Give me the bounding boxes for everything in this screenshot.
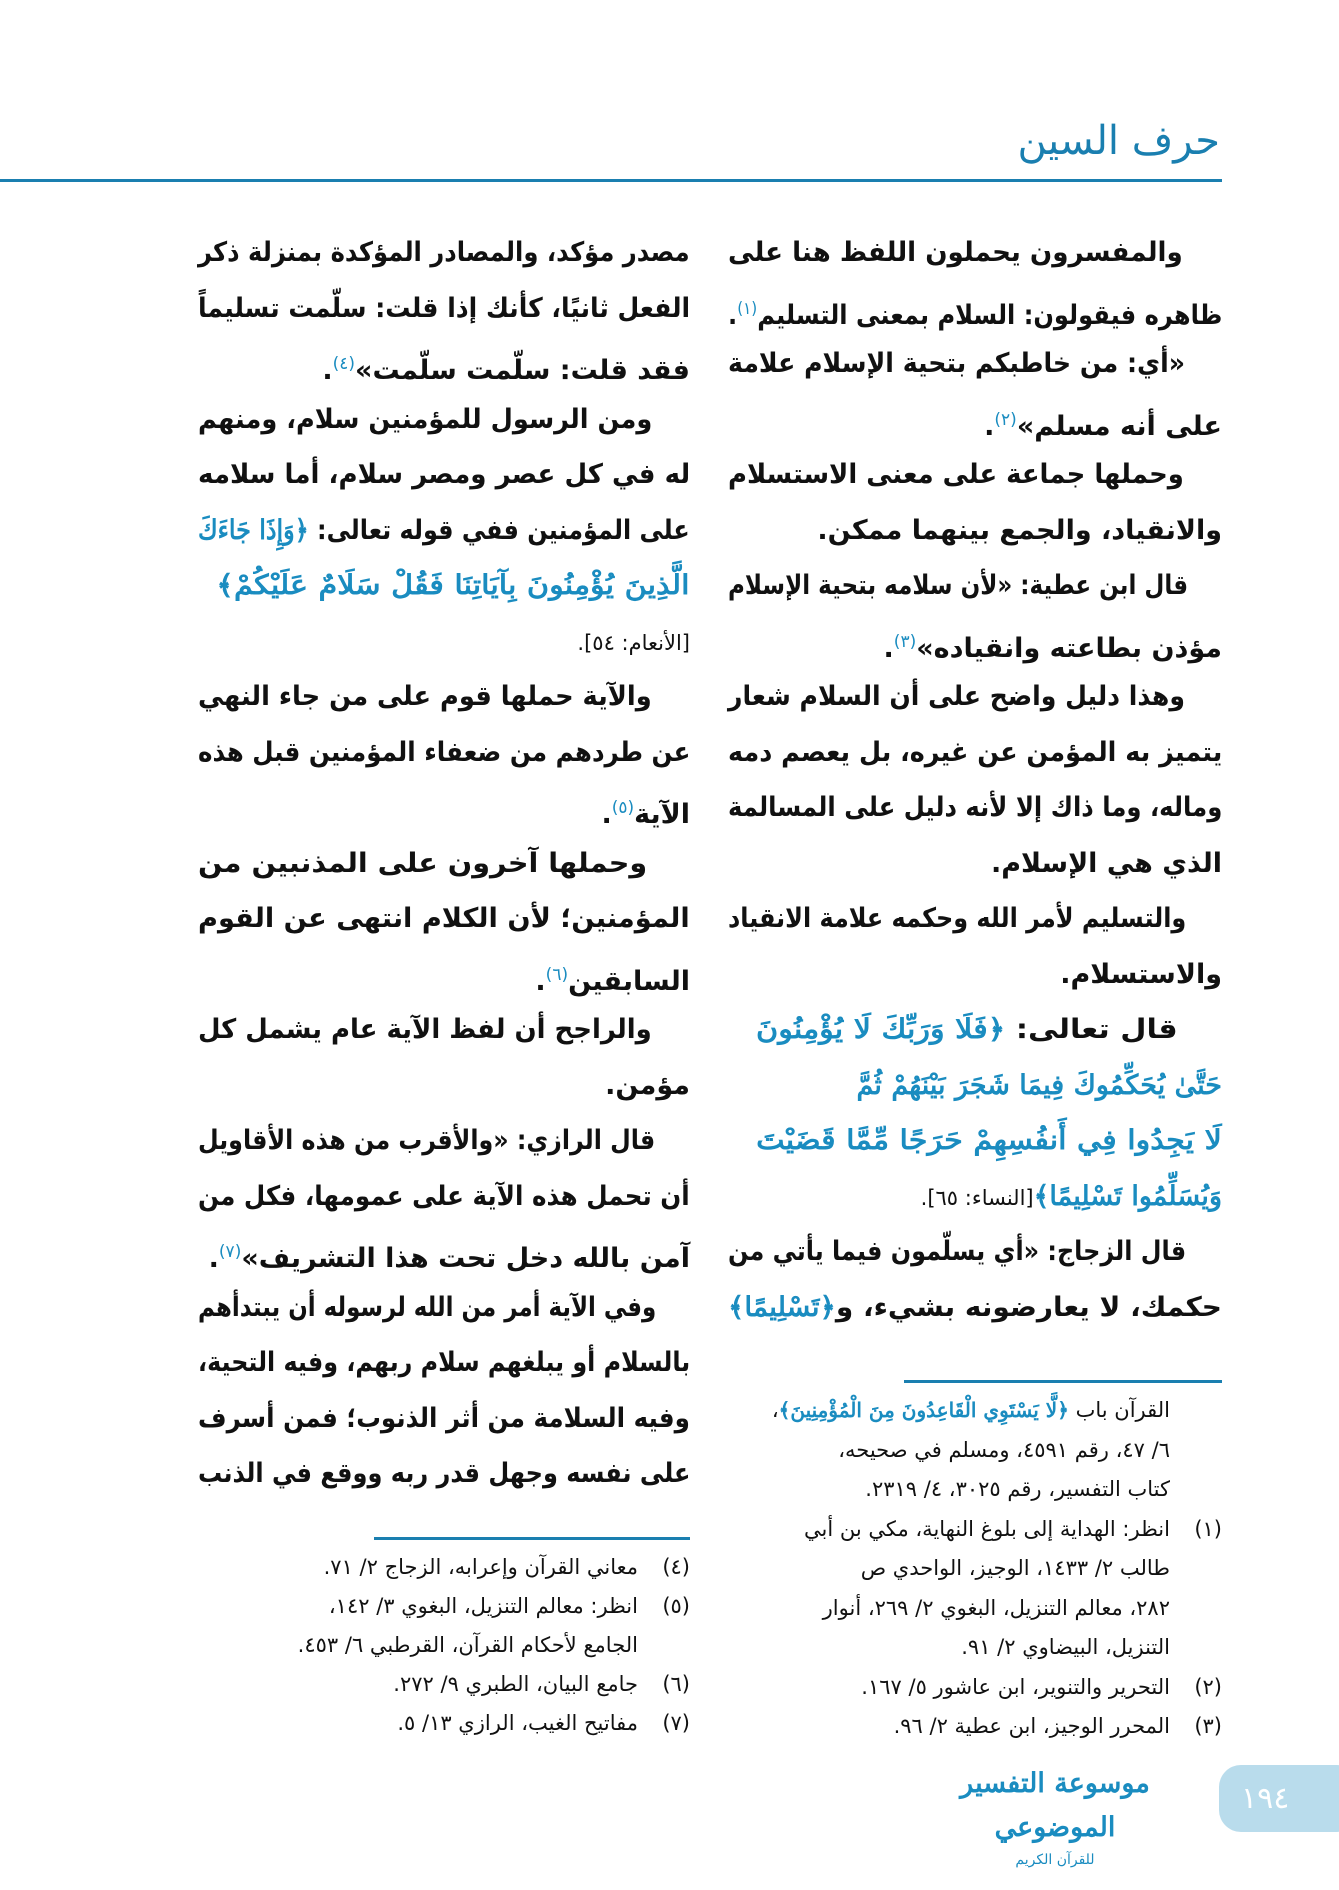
text-line	[728, 448, 1222, 502]
footnote-line	[728, 1391, 1222, 1429]
footnote-number: (٥)	[662, 1594, 690, 1618]
line-punctuation: .	[535, 965, 546, 997]
verse-reference: [النساء: ٦٥].	[920, 1185, 1034, 1210]
line-text: والمفسرون يحملون اللفظ هنا على	[728, 237, 1184, 268]
text-line	[728, 393, 1222, 447]
footnote-marker: (٦)	[545, 964, 569, 985]
text-line	[728, 226, 1222, 280]
quran-verse: ﴿تَسْلِيمًا﴾	[728, 1291, 836, 1323]
footnote-number: (١)	[1194, 1516, 1222, 1541]
footnote-text: معاني القرآن وإعرابه، الزجاج ٢/ ٧١.	[323, 1555, 638, 1579]
text-line	[728, 1225, 1222, 1279]
footnote-line	[198, 1626, 690, 1664]
text-line	[198, 1336, 690, 1390]
line-text: على أنه مسلم»	[1016, 410, 1222, 442]
line-text: والآية حملها قوم على من جاء النهي	[198, 681, 652, 712]
line-text: الآية	[634, 799, 690, 830]
line-text: وحملها جماعة على معنى الاستسلام	[727, 459, 1184, 490]
text-line	[728, 1003, 1222, 1057]
line-punctuation: .	[208, 1243, 219, 1274]
quran-verse: الَّذِينَ يُؤْمِنُونَ بِآيَاتِنَا فَقُلْ سَلَامٌ عَلَيْكُمْ﴾	[216, 570, 690, 601]
text-line	[728, 1059, 1222, 1113]
line-text: ومن الرسول للمؤمنين سلام، ومنهم	[197, 403, 653, 435]
line-text: السابقين	[568, 965, 690, 997]
footnote-marker: (٧)	[218, 1242, 242, 1262]
text-line	[728, 504, 1222, 558]
line-text: قال الزجاج: «أي يسلّمون فيما يأتي من	[728, 1236, 1187, 1267]
verse-reference: [الأنعام: ٥٤].	[577, 630, 690, 655]
line-punctuation: .	[984, 410, 995, 442]
logo-title: موسوعة التفسير الموضوعي	[960, 1768, 1150, 1843]
line-text: والراجح أن لفظ الآية عام يشمل كل	[197, 1014, 652, 1045]
line-text: والتسليم لأمر الله وحكمه علامة الانقياد	[728, 903, 1187, 934]
footnote-text: طالب ٢/ ١٤٣٣، الوجيز، الواحدي ص	[860, 1556, 1170, 1580]
line-punctuation: .	[883, 632, 894, 664]
text-line	[198, 726, 690, 780]
quran-verse: وَيُسَلِّمُوا تَسْلِيمًا﴾	[1033, 1180, 1222, 1212]
text-line	[198, 948, 690, 1002]
line-text: حكمك، لا يعارضونه بشيء، و	[835, 1291, 1222, 1323]
line-text: قال الرازي: «والأقرب من هذه الأقاويل	[197, 1125, 655, 1156]
text-line	[198, 1114, 690, 1168]
text-line	[728, 1170, 1222, 1224]
footnote-text: المحرر الوجيز، ابن عطية ٢/ ٩٦.	[893, 1714, 1170, 1738]
footnote-line	[198, 1587, 690, 1625]
footnote-line	[728, 1589, 1222, 1627]
text-line	[728, 337, 1222, 391]
line-punctuation: .	[322, 355, 333, 386]
footnote-separator-right	[904, 1380, 1222, 1383]
footnote-marker: (٤)	[332, 354, 356, 374]
footnote-text: التحرير والتنوير، ابن عاشور ٥/ ١٦٧.	[861, 1674, 1170, 1699]
line-text: وفيه السلامة من أثر الذنوب؛ فمن أسرف	[198, 1402, 690, 1434]
line-text: قال ابن عطية: «لأن سلامه بتحية الإسلام	[727, 570, 1188, 601]
footnote-separator-left	[374, 1537, 690, 1540]
footnote-line	[198, 1548, 690, 1586]
text-line	[198, 282, 690, 336]
text-line	[198, 670, 690, 724]
footnote-line	[728, 1668, 1222, 1706]
header-divider	[0, 179, 1222, 182]
text-line	[198, 1225, 690, 1279]
text-line	[728, 282, 1222, 336]
line-text: المؤمنين؛ لأن الكلام انتهى عن القوم	[198, 903, 690, 934]
footnote-text: الجامع لأحكام القرآن، القرطبي ٦/ ٤٥٣.	[297, 1633, 638, 1657]
line-text: ظاهره فيقولون: السلام بمعنى التسليم	[756, 299, 1222, 331]
quran-verse: ﴿لَّا يَسْتَوِي الْقَاعِدُونَ مِنَ الْمُؤْمِنِينَ﴾	[778, 1398, 1069, 1422]
text-line	[198, 892, 690, 946]
text-line	[728, 892, 1222, 946]
footnote-text: جامع البيان، الطبري ٩/ ٢٧٢.	[393, 1672, 638, 1696]
line-text: على نفسه وجهل قدر ربه ووقع في الذنب	[197, 1458, 690, 1489]
line-text: عن طردهم من ضعفاء المؤمنين قبل هذه	[197, 736, 690, 768]
text-line	[728, 1281, 1222, 1335]
line-text: مؤذن بطاعته وانقياده»	[916, 632, 1222, 664]
footnote-line	[728, 1628, 1222, 1666]
line-text: وفي الآية أمر من الله لرسوله أن يبتدأهم	[197, 1291, 657, 1323]
quran-verse: ﴿فَلَا وَرَبِّكَ لَا يُؤْمِنُونَ	[755, 1014, 1005, 1045]
line-text: بالسلام أو يبلغهم سلام ربهم، وفيه التحية،	[197, 1347, 690, 1378]
footnote-line	[728, 1510, 1222, 1548]
line-text: والانقياد، والجمع بينهما ممكن.	[817, 514, 1222, 546]
line-text: والاستسلام.	[1060, 958, 1222, 990]
footnote-text: كتاب التفسير، رقم ٣٠٢٥، ٤/ ٢٣١٩.	[865, 1477, 1170, 1501]
footnote-number: (٧)	[662, 1711, 690, 1735]
footnote-number: (٤)	[662, 1555, 690, 1579]
quran-verse: لَا يَجِدُوا فِي أَنفُسِهِمْ حَرَجًا مِّمَّا قَضَيْتَ	[756, 1125, 1222, 1156]
text-line	[198, 781, 690, 835]
line-text: على المؤمنين ففي قوله تعالى:	[308, 514, 690, 546]
line-punctuation: .	[601, 799, 612, 830]
line-text: فقد قلت: سلّمت سلّمت»	[355, 355, 690, 386]
text-line	[198, 1059, 690, 1113]
text-line	[198, 1392, 690, 1446]
line-text: وحملها آخرون على المذنبين من	[198, 847, 648, 879]
text-line	[728, 670, 1222, 724]
footnote-number: (٢)	[1194, 1674, 1222, 1699]
footnote-line	[728, 1470, 1222, 1508]
line-text: مصدر مؤكد، والمصادر المؤكدة بمنزلة ذكر	[198, 237, 690, 268]
footnote-marker: (٢)	[994, 409, 1017, 430]
footnote-line	[728, 1431, 1222, 1469]
line-punctuation: .	[727, 299, 737, 331]
line-text: قال تعالى:	[1004, 1014, 1178, 1045]
line-text: يتميز به المؤمن عن غيره، بل يعصم دمه	[727, 736, 1222, 768]
footnote-line	[198, 1704, 690, 1742]
footnote-punctuation: ،	[771, 1398, 779, 1422]
text-line	[728, 781, 1222, 835]
text-line	[198, 615, 690, 669]
footnote-text: انظر: الهداية إلى بلوغ النهاية، مكي بن أبي	[804, 1516, 1170, 1541]
page-number-badge: ١٩٤	[1219, 1765, 1339, 1832]
publication-logo	[930, 1762, 1180, 1868]
footnote-text: مفاتيح الغيب، الرازي ١٣/ ٥.	[397, 1711, 638, 1735]
line-text: «أي: من خاطبكم بتحية الإسلام علامة	[727, 348, 1185, 379]
text-line	[728, 615, 1222, 669]
footnote-marker: (٥)	[611, 798, 635, 818]
text-line	[728, 1114, 1222, 1168]
text-line	[198, 337, 690, 391]
text-line	[198, 1003, 690, 1057]
footnote-text: ٦/ ٤٧، رقم ٤٥٩١، ومسلم في صحيحه،	[838, 1437, 1170, 1462]
footnote-number: (٦)	[662, 1672, 690, 1696]
text-line	[198, 504, 690, 558]
quran-verse: حَتَّىٰ يُحَكِّمُوكَ فِيمَا شَجَرَ بَيْنَهُمْ ثُمَّ	[856, 1069, 1222, 1101]
footnote-number: (٣)	[1194, 1714, 1222, 1738]
text-line	[198, 837, 690, 891]
text-line	[198, 559, 690, 613]
footnote-line	[198, 1665, 690, 1703]
line-text: أن تحمل هذه الآية على عمومها، فكل من	[198, 1180, 690, 1212]
footnote-text: ٢٨٢، معالم التنزيل، البغوي ٢/ ٢٦٩، أنوار	[822, 1595, 1170, 1620]
text-line	[198, 1281, 690, 1335]
text-line	[728, 837, 1222, 891]
footnote-marker: (٣)	[893, 631, 917, 652]
text-line	[198, 448, 690, 502]
line-text: الفعل ثانيًا، كأنك إذا قلت: سلّمت تسليماً	[197, 292, 690, 324]
line-text: آمن بالله دخل تحت هذا التشريف»	[241, 1243, 690, 1274]
text-line	[198, 393, 690, 447]
line-text: مؤمن.	[605, 1069, 690, 1101]
line-text: الذي هي الإسلام.	[990, 847, 1222, 879]
line-text: وهذا دليل واضح على أن السلام شعار	[727, 681, 1185, 712]
text-line	[198, 1447, 690, 1501]
text-line	[198, 1170, 690, 1224]
footnote-text: انظر: معالم التنزيل، البغوي ٣/ ١٤٢،	[328, 1594, 638, 1618]
footnote-text: القرآن باب	[1068, 1398, 1170, 1422]
footnote-marker: (١)	[736, 298, 757, 319]
text-line	[728, 559, 1222, 613]
footnote-line	[728, 1549, 1222, 1587]
text-line	[728, 726, 1222, 780]
text-line	[728, 948, 1222, 1002]
quran-verse: ﴿وَإِذَا جَاءَكَ	[198, 514, 309, 546]
line-text: له في كل عصر ومصر سلام، أما سلامه	[197, 459, 690, 490]
logo-subtitle: للقرآن الكريم	[1015, 1852, 1095, 1868]
line-text: وماله، وما ذاك إلا لأنه دليل على المسالمة	[727, 792, 1222, 823]
text-line	[198, 226, 690, 280]
section-title: حرف السين	[1017, 118, 1220, 164]
footnote-text: التنزيل، البيضاوي ٢/ ٩١.	[961, 1635, 1170, 1659]
footnote-line	[728, 1707, 1222, 1745]
